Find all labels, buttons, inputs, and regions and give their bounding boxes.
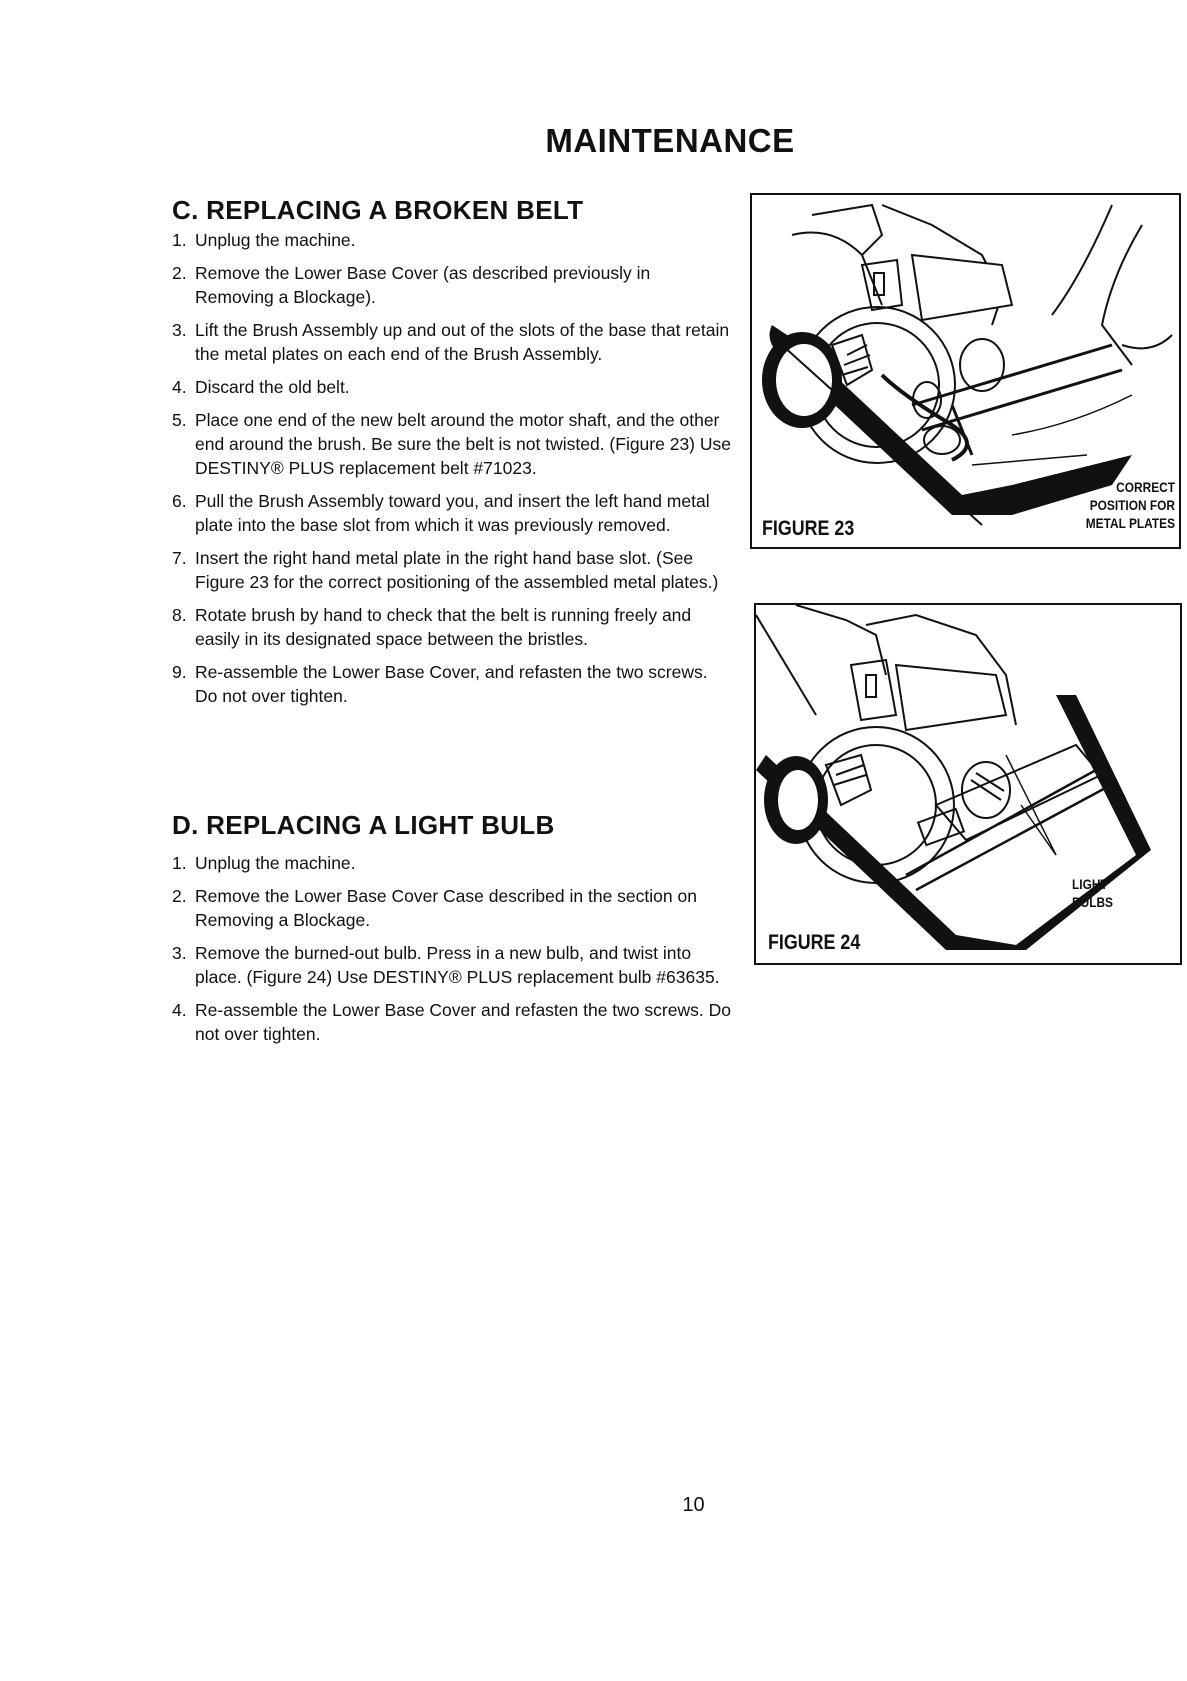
step-number: 4. bbox=[172, 1000, 187, 1020]
figure-24-label: FIGURE 24 bbox=[768, 931, 861, 954]
step-text: Place one end of the new belt around the motor shaft, and the other end around the brush. Be sure the belt is not twisted. (Figure 23) Use DESTINY® PLUS replacement belt #71023. bbox=[195, 410, 731, 478]
step-text: Remove the Lower Base Cover (as described previously in Removing a Blockage). bbox=[195, 263, 651, 307]
callout-line: POSITION FOR bbox=[1089, 497, 1175, 513]
step-number: 2. bbox=[172, 886, 187, 906]
section-heading-replacing-bulb: D. REPLACING A LIGHT BULB bbox=[172, 810, 555, 840]
step-number: 6. bbox=[172, 491, 187, 511]
step-number: 2. bbox=[172, 263, 187, 283]
list-item bbox=[172, 375, 732, 399]
step-text: Unplug the machine. bbox=[195, 853, 356, 873]
step-text: Remove the burned-out bulb. Press in a new bulb, and twist into place. (Figure 24) Use DESTINY® PLUS replacement bulb #63635. bbox=[195, 943, 720, 987]
step-text: Unplug the machine. bbox=[195, 230, 356, 250]
step-text: Lift the Brush Assembly up and out of the slots of the base that retain the metal plates on each end of the Brush Assembly. bbox=[195, 320, 730, 364]
list-item bbox=[172, 261, 732, 309]
list-item bbox=[172, 660, 732, 708]
list-item bbox=[172, 546, 732, 594]
step-number: 4. bbox=[172, 377, 187, 397]
list-item bbox=[172, 408, 732, 480]
step-text: Remove the Lower Base Cover Case described in the section on Removing a Blockage. bbox=[195, 886, 697, 930]
figure-24 bbox=[754, 603, 1182, 965]
step-number: 9. bbox=[172, 662, 187, 682]
light-bulbs-callout bbox=[1072, 875, 1113, 911]
list-item bbox=[172, 489, 732, 537]
step-text: Rotate brush by hand to check that the belt is running freely and easily in its designated space between the bristles. bbox=[195, 605, 692, 649]
step-number: 3. bbox=[172, 943, 187, 963]
callout-line: CORRECT bbox=[1116, 479, 1175, 495]
list-item bbox=[172, 998, 732, 1046]
step-text: Pull the Brush Assembly toward you, and insert the left hand metal plate into the base slot from which it was previously removed. bbox=[195, 491, 710, 535]
step-number: 1. bbox=[172, 230, 187, 250]
step-number: 3. bbox=[172, 320, 187, 340]
page-title: MAINTENANCE bbox=[545, 122, 795, 159]
step-number: 5. bbox=[172, 410, 187, 430]
step-text: Re-assemble the Lower Base Cover, and refasten the two screws. Do not over tighten. bbox=[195, 662, 708, 706]
step-text: Insert the right hand metal plate in the right hand base slot. (See Figure 23 for the correct positioning of the assembled metal plates.) bbox=[195, 548, 719, 592]
callout-line: LIGHT bbox=[1072, 876, 1108, 892]
section-heading-replacing-belt: C. REPLACING A BROKEN BELT bbox=[172, 195, 584, 225]
belt-steps-list bbox=[172, 228, 732, 717]
figure-23 bbox=[750, 193, 1181, 549]
list-item bbox=[172, 884, 732, 932]
metal-plates-callout bbox=[1086, 478, 1175, 532]
step-text: Discard the old belt. bbox=[195, 377, 350, 397]
step-number: 7. bbox=[172, 548, 187, 568]
page-number: 10 bbox=[682, 1494, 705, 1516]
bulb-steps-list bbox=[172, 851, 732, 1055]
list-item bbox=[172, 318, 732, 366]
callout-line: BULBS bbox=[1072, 894, 1113, 910]
figure-23-label: FIGURE 23 bbox=[762, 517, 855, 540]
list-item bbox=[172, 851, 732, 875]
step-number: 8. bbox=[172, 605, 187, 625]
step-text: Re-assemble the Lower Base Cover and refasten the two screws. Do not over tighten. bbox=[195, 1000, 731, 1044]
vacuum-bulb-illustration bbox=[756, 605, 1180, 963]
list-item bbox=[172, 941, 732, 989]
callout-line: METAL PLATES bbox=[1085, 515, 1175, 531]
step-number: 1. bbox=[172, 853, 187, 873]
list-item bbox=[172, 603, 732, 651]
list-item bbox=[172, 228, 732, 252]
